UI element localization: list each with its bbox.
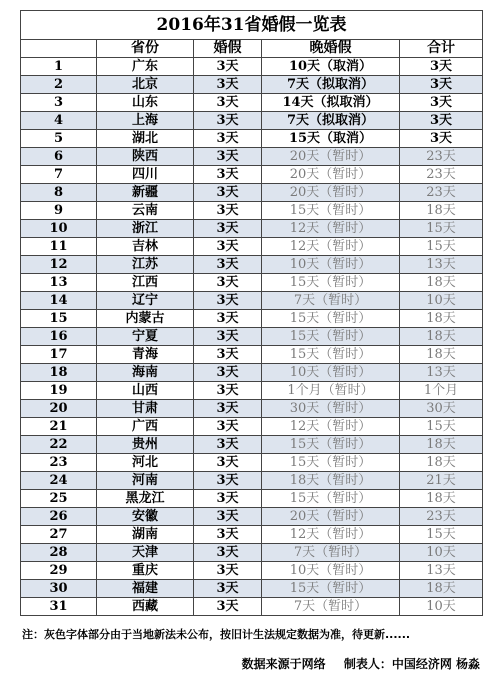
header-index [21, 40, 97, 58]
row-total: 18天 [400, 328, 483, 346]
table-row [21, 58, 483, 76]
table-row [21, 274, 483, 292]
row-province: 海南 [97, 364, 194, 382]
row-total: 21天 [400, 472, 483, 490]
row-total: 23天 [400, 508, 483, 526]
row-province: 湖南 [97, 526, 194, 544]
table-row [21, 562, 483, 580]
row-marriage-leave: 3天 [194, 292, 262, 310]
row-total: 18天 [400, 274, 483, 292]
row-late-marriage-leave: 12天（暂时） [262, 418, 400, 436]
row-marriage-leave: 3天 [194, 508, 262, 526]
row-marriage-leave: 3天 [194, 454, 262, 472]
row-index: 29 [21, 562, 97, 580]
row-total: 3天 [400, 112, 483, 130]
row-total: 13天 [400, 562, 483, 580]
row-index: 30 [21, 580, 97, 598]
row-marriage-leave: 3天 [194, 202, 262, 220]
row-province: 西藏 [97, 598, 194, 616]
row-marriage-leave: 3天 [194, 472, 262, 490]
row-late-marriage-leave: 7天（拟取消） [262, 112, 400, 130]
row-late-marriage-leave: 18天（暂时） [262, 472, 400, 490]
row-province: 新疆 [97, 184, 194, 202]
row-index: 20 [21, 400, 97, 418]
row-total: 30天 [400, 400, 483, 418]
row-province: 广西 [97, 418, 194, 436]
row-marriage-leave: 3天 [194, 526, 262, 544]
table-row [21, 418, 483, 436]
row-index: 9 [21, 202, 97, 220]
table-row [21, 148, 483, 166]
table-row [21, 202, 483, 220]
row-late-marriage-leave: 12天（暂时） [262, 526, 400, 544]
row-marriage-leave: 3天 [194, 400, 262, 418]
row-province: 内蒙古 [97, 310, 194, 328]
row-total: 3天 [400, 130, 483, 148]
table-row [21, 580, 483, 598]
row-total: 15天 [400, 220, 483, 238]
row-index: 13 [21, 274, 97, 292]
row-province: 山东 [97, 94, 194, 112]
row-province: 黑龙江 [97, 490, 194, 508]
row-index: 14 [21, 292, 97, 310]
row-marriage-leave: 3天 [194, 112, 262, 130]
row-late-marriage-leave: 7天（暂时） [262, 544, 400, 562]
row-marriage-leave: 3天 [194, 148, 262, 166]
table-row [21, 328, 483, 346]
row-late-marriage-leave: 15天（暂时） [262, 436, 400, 454]
row-late-marriage-leave: 7天（暂时） [262, 292, 400, 310]
row-marriage-leave: 3天 [194, 328, 262, 346]
row-index: 24 [21, 472, 97, 490]
table-row [21, 454, 483, 472]
table-row [21, 364, 483, 382]
row-province: 山西 [97, 382, 194, 400]
row-index: 11 [21, 238, 97, 256]
row-total: 18天 [400, 490, 483, 508]
row-province: 河南 [97, 472, 194, 490]
row-marriage-leave: 3天 [194, 580, 262, 598]
row-total: 13天 [400, 364, 483, 382]
row-late-marriage-leave: 30天（暂时） [262, 400, 400, 418]
table-row [21, 130, 483, 148]
table-row [21, 346, 483, 364]
row-marriage-leave: 3天 [194, 598, 262, 616]
row-province: 湖北 [97, 130, 194, 148]
row-late-marriage-leave: 15天（暂时） [262, 580, 400, 598]
row-total: 23天 [400, 166, 483, 184]
row-index: 23 [21, 454, 97, 472]
table-row [21, 256, 483, 274]
row-total: 1个月 [400, 382, 483, 400]
row-late-marriage-leave: 10天（暂时） [262, 256, 400, 274]
row-late-marriage-leave: 15天（暂时） [262, 346, 400, 364]
row-province: 贵州 [97, 436, 194, 454]
row-total: 18天 [400, 580, 483, 598]
row-marriage-leave: 3天 [194, 382, 262, 400]
table-row [21, 76, 483, 94]
row-late-marriage-leave: 15天（暂时） [262, 274, 400, 292]
table-row [21, 112, 483, 130]
source-line [228, 655, 480, 672]
row-total: 13天 [400, 256, 483, 274]
row-index: 16 [21, 328, 97, 346]
marriage-leave-table [20, 10, 483, 616]
row-marriage-leave: 3天 [194, 562, 262, 580]
table-row [21, 526, 483, 544]
row-late-marriage-leave: 15天（取消） [262, 130, 400, 148]
row-province: 四川 [97, 166, 194, 184]
row-marriage-leave: 3天 [194, 310, 262, 328]
row-index: 3 [21, 94, 97, 112]
row-total: 23天 [400, 184, 483, 202]
row-late-marriage-leave: 15天（暂时） [262, 310, 400, 328]
row-index: 19 [21, 382, 97, 400]
row-total: 3天 [400, 76, 483, 94]
row-province: 上海 [97, 112, 194, 130]
row-index: 8 [21, 184, 97, 202]
row-total: 23天 [400, 148, 483, 166]
row-marriage-leave: 3天 [194, 220, 262, 238]
row-province: 江苏 [97, 256, 194, 274]
row-marriage-leave: 3天 [194, 238, 262, 256]
row-late-marriage-leave: 20天（暂时） [262, 166, 400, 184]
row-late-marriage-leave: 1个月（暂时） [262, 382, 400, 400]
row-index: 31 [21, 598, 97, 616]
row-marriage-leave: 3天 [194, 256, 262, 274]
row-province: 甘肃 [97, 400, 194, 418]
row-marriage-leave: 3天 [194, 490, 262, 508]
row-total: 10天 [400, 598, 483, 616]
row-late-marriage-leave: 10天（取消） [262, 58, 400, 76]
row-province: 北京 [97, 76, 194, 94]
row-marriage-leave: 3天 [194, 364, 262, 382]
row-province: 安徽 [97, 508, 194, 526]
row-province: 重庆 [97, 562, 194, 580]
row-late-marriage-leave: 20天（暂时） [262, 148, 400, 166]
row-province: 广东 [97, 58, 194, 76]
row-index: 22 [21, 436, 97, 454]
row-total: 10天 [400, 292, 483, 310]
row-province: 福建 [97, 580, 194, 598]
row-marriage-leave: 3天 [194, 94, 262, 112]
row-total: 3天 [400, 94, 483, 112]
header-province: 省份 [97, 40, 194, 58]
row-marriage-leave: 3天 [194, 418, 262, 436]
row-total: 10天 [400, 544, 483, 562]
header-row [21, 40, 483, 58]
table-row [21, 220, 483, 238]
row-province: 云南 [97, 202, 194, 220]
header-marriage-leave: 婚假 [194, 40, 262, 58]
table-row [21, 184, 483, 202]
row-marriage-leave: 3天 [194, 130, 262, 148]
row-index: 10 [21, 220, 97, 238]
table-title: 2016年31省婚假一览表 [21, 11, 483, 40]
row-marriage-leave: 3天 [194, 166, 262, 184]
table-row [21, 544, 483, 562]
row-total: 15天 [400, 418, 483, 436]
row-province: 陕西 [97, 148, 194, 166]
row-index: 1 [21, 58, 97, 76]
row-total: 15天 [400, 238, 483, 256]
row-total: 3天 [400, 58, 483, 76]
row-index: 15 [21, 310, 97, 328]
header-late-marriage-leave: 晚婚假 [262, 40, 400, 58]
row-marriage-leave: 3天 [194, 436, 262, 454]
row-index: 26 [21, 508, 97, 526]
row-late-marriage-leave: 15天（暂时） [262, 454, 400, 472]
row-total: 18天 [400, 346, 483, 364]
row-late-marriage-leave: 7天（拟取消） [262, 76, 400, 94]
row-total: 15天 [400, 526, 483, 544]
row-late-marriage-leave: 12天（暂时） [262, 238, 400, 256]
row-total: 18天 [400, 454, 483, 472]
row-late-marriage-leave: 10天（暂时） [262, 562, 400, 580]
row-marriage-leave: 3天 [194, 58, 262, 76]
data-source: 数据来源于网络 [241, 657, 326, 671]
table-row [21, 598, 483, 616]
table-maker: 制表人：中国经济网 杨淼 [343, 657, 480, 671]
row-marriage-leave: 3天 [194, 76, 262, 94]
row-province: 江西 [97, 274, 194, 292]
row-late-marriage-leave: 15天（暂时） [262, 490, 400, 508]
row-late-marriage-leave: 20天（暂时） [262, 508, 400, 526]
row-index: 18 [21, 364, 97, 382]
row-late-marriage-leave: 20天（暂时） [262, 184, 400, 202]
row-province: 辽宁 [97, 292, 194, 310]
row-province: 吉林 [97, 238, 194, 256]
footnote: 注：灰色字体部分由于当地新法未公布，按旧计生法规定数据为准，待更新...... [22, 628, 411, 641]
table-row [21, 166, 483, 184]
row-marriage-leave: 3天 [194, 274, 262, 292]
row-index: 5 [21, 130, 97, 148]
table-row [21, 310, 483, 328]
row-province: 青海 [97, 346, 194, 364]
table-row [21, 292, 483, 310]
table-row [21, 472, 483, 490]
row-late-marriage-leave: 14天（拟取消） [262, 94, 400, 112]
row-index: 12 [21, 256, 97, 274]
table-row [21, 382, 483, 400]
row-index: 6 [21, 148, 97, 166]
row-marriage-leave: 3天 [194, 346, 262, 364]
table-row [21, 238, 483, 256]
row-late-marriage-leave: 10天（暂时） [262, 364, 400, 382]
row-index: 4 [21, 112, 97, 130]
row-province: 宁夏 [97, 328, 194, 346]
header-total: 合计 [400, 40, 483, 58]
row-index: 28 [21, 544, 97, 562]
row-late-marriage-leave: 7天（暂时） [262, 598, 400, 616]
table-row [21, 94, 483, 112]
row-index: 2 [21, 76, 97, 94]
row-late-marriage-leave: 15天（暂时） [262, 328, 400, 346]
row-marriage-leave: 3天 [194, 544, 262, 562]
row-total: 18天 [400, 436, 483, 454]
row-index: 17 [21, 346, 97, 364]
row-province: 天津 [97, 544, 194, 562]
table-row [21, 436, 483, 454]
row-late-marriage-leave: 12天（暂时） [262, 220, 400, 238]
row-province: 浙江 [97, 220, 194, 238]
row-index: 21 [21, 418, 97, 436]
table-row [21, 400, 483, 418]
row-total: 18天 [400, 310, 483, 328]
row-total: 18天 [400, 202, 483, 220]
table-row [21, 508, 483, 526]
table-row [21, 490, 483, 508]
row-province: 河北 [97, 454, 194, 472]
row-index: 25 [21, 490, 97, 508]
row-index: 27 [21, 526, 97, 544]
row-marriage-leave: 3天 [194, 184, 262, 202]
row-index: 7 [21, 166, 97, 184]
row-late-marriage-leave: 15天（暂时） [262, 202, 400, 220]
